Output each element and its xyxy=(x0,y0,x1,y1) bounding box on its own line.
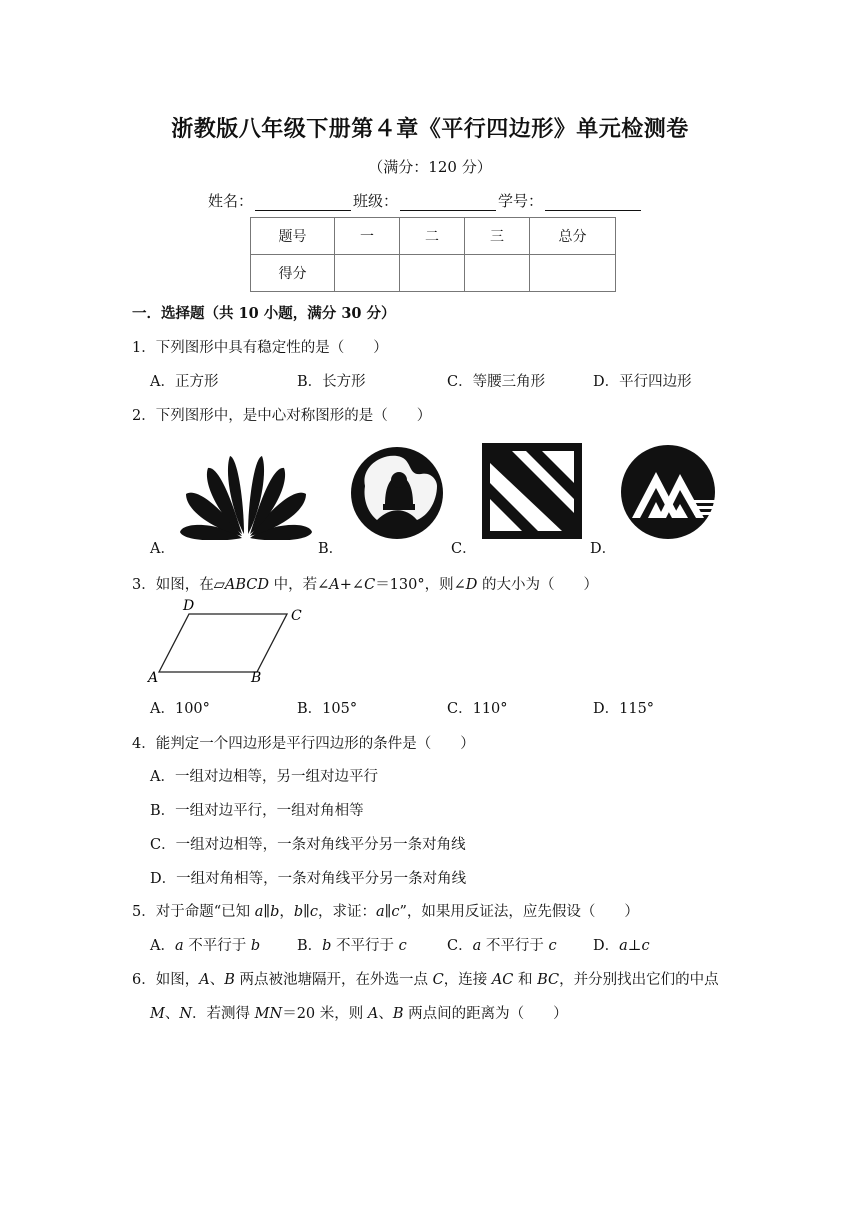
q4-option-b[interactable]: B．一组对边平行，一组对角相等 xyxy=(150,803,364,819)
id-label: 学号： xyxy=(498,192,544,210)
parallelogram-shape xyxy=(159,614,287,672)
class-label: 班级： xyxy=(353,192,399,210)
vertex-label-d: D xyxy=(183,598,195,614)
q5-opt-text: 不平行于 xyxy=(183,938,251,954)
q5-var: a xyxy=(472,938,482,954)
q6-text: ，并分别找出它们的中点 xyxy=(559,972,719,988)
score-header-cell: 总分 xyxy=(530,218,616,255)
q3-stem-text: +∠ xyxy=(339,577,365,593)
q5-var: b∥c xyxy=(293,904,318,920)
q5-var: a∥b xyxy=(254,904,280,920)
q5-option-d[interactable] xyxy=(593,934,650,955)
q6-var: B xyxy=(392,1006,404,1022)
q5-stem-text: ， xyxy=(279,904,294,920)
question-6-line-1 xyxy=(132,968,719,989)
q3-var: D xyxy=(465,577,478,593)
question-6-line-2 xyxy=(150,1002,568,1023)
question-2-stem: 2．下列图形中，是中心对称图形的是（ ） xyxy=(132,408,432,424)
section-heading: 一．选择题（共 10 小题，满分 30 分） xyxy=(132,305,396,322)
score-header-cell: 二 xyxy=(400,218,465,255)
q5-var: c xyxy=(398,938,407,954)
q5-opt-text: B． xyxy=(297,938,323,954)
q5-var: a xyxy=(619,938,628,954)
q5-var: a xyxy=(174,938,184,954)
score-header-cell: 题号 xyxy=(251,218,335,255)
q5-stem-text: ，求证： xyxy=(317,904,376,920)
q5-opt-text: 不平行于 xyxy=(331,938,399,954)
question-5-stem xyxy=(132,900,639,921)
score-header-cell: 三 xyxy=(465,218,530,255)
q2-figure-c-square-logo xyxy=(482,443,582,539)
q6-var: BC xyxy=(537,972,560,988)
q6-text: ．若测得 xyxy=(192,1006,255,1022)
score-table-score-row xyxy=(251,255,616,292)
q2-option-a-label[interactable]: A． xyxy=(150,541,175,557)
vertex-label-b: B xyxy=(251,670,262,686)
q6-text: 、 xyxy=(209,972,225,988)
vertex-label-a: A xyxy=(148,670,159,686)
vertex-label-c: C xyxy=(291,608,302,624)
q3-var: ABCD xyxy=(224,577,270,593)
question-3-stem xyxy=(132,573,598,594)
q5-opt-text: C． xyxy=(447,938,473,954)
q6-text: 、 xyxy=(164,1006,180,1022)
q6-text: ，连接 xyxy=(443,972,492,988)
q2-figure-b-round-logo xyxy=(347,446,447,540)
q5-stem-text: 5．对于命题“已知 xyxy=(132,904,255,920)
q3-option-c[interactable]: C．110° xyxy=(447,701,508,717)
score-table-header-row xyxy=(251,218,616,255)
class-blank[interactable] xyxy=(400,194,496,211)
q6-text: 6．如图， xyxy=(132,972,200,988)
student-info-line xyxy=(208,190,643,211)
name-label: 姓名： xyxy=(208,192,254,210)
q3-var: C xyxy=(364,577,376,593)
q2-figure-a-fan-logo xyxy=(178,442,314,540)
score-cell[interactable] xyxy=(400,255,465,292)
q6-var: MN xyxy=(254,1006,283,1022)
q5-option-c[interactable] xyxy=(447,934,557,955)
q5-var: b xyxy=(322,938,332,954)
q1-option-c[interactable]: C．等腰三角形 xyxy=(447,374,546,390)
q3-stem-text: 的大小为（ ） xyxy=(477,577,599,593)
q5-opt-text: D． xyxy=(593,938,620,954)
q2-option-c-label[interactable]: C． xyxy=(451,541,477,557)
q3-option-d[interactable]: D．115° xyxy=(593,701,655,717)
q6-var: B xyxy=(224,972,235,988)
q2-option-d-label[interactable]: D． xyxy=(590,541,617,557)
q2-option-b-label[interactable]: B． xyxy=(318,541,344,557)
q5-option-a[interactable] xyxy=(150,934,260,955)
q5-var: b xyxy=(250,938,261,954)
q6-var: N xyxy=(179,1006,193,1022)
q6-var: A xyxy=(367,1006,379,1022)
q5-opt-text: ⊥ xyxy=(627,938,642,954)
score-row-label: 得分 xyxy=(251,255,335,292)
id-blank[interactable] xyxy=(545,194,641,211)
q3-option-a[interactable]: A．100° xyxy=(150,701,210,717)
q5-var: c xyxy=(548,938,557,954)
page-subtitle: （满分：120 分） xyxy=(368,158,492,176)
q1-option-b[interactable]: B．长方形 xyxy=(297,374,366,390)
page-title: 浙教版八年级下册第４章《平行四边形》单元检测卷 xyxy=(171,116,689,142)
q6-text: 两点间的距离为（ ） xyxy=(403,1006,568,1022)
q5-option-b[interactable] xyxy=(297,934,407,955)
q5-opt-text: A． xyxy=(150,938,175,954)
q3-stem-text: 中，若∠ xyxy=(269,577,330,593)
q3-stem-text: 3．如图，在▱ xyxy=(132,577,225,593)
q6-text: ＝20 米，则 xyxy=(282,1006,368,1022)
q1-option-a[interactable]: A．正方形 xyxy=(150,374,219,390)
score-cell[interactable] xyxy=(530,255,616,292)
q4-option-c[interactable]: C．一组对边相等，一条对角线平分另一条对角线 xyxy=(150,837,466,853)
q3-option-b[interactable]: B．105° xyxy=(297,701,358,717)
q6-text: 和 xyxy=(513,972,538,988)
name-blank[interactable] xyxy=(255,194,351,211)
question-4-stem: 4．能判定一个四边形是平行四边形的条件是（ ） xyxy=(132,736,475,752)
q5-var: a∥c xyxy=(375,904,400,920)
q5-var: c xyxy=(641,938,650,954)
q3-stem-text: ＝130°，则∠ xyxy=(375,577,466,593)
q4-option-a[interactable]: A．一组对边相等，另一组对边平行 xyxy=(150,769,378,785)
q6-var: M xyxy=(150,1006,165,1022)
q5-opt-text: 不平行于 xyxy=(481,938,549,954)
score-table xyxy=(250,217,616,292)
q4-option-d[interactable]: D．一组对角相等，一条对角线平分另一条对角线 xyxy=(150,871,467,887)
q6-text: 两点被池塘隔开，在外选一点 xyxy=(234,972,433,988)
q6-text: 、 xyxy=(378,1006,393,1022)
q3-parallelogram-figure xyxy=(145,598,315,688)
q3-var: A xyxy=(329,577,340,593)
score-cell[interactable] xyxy=(465,255,530,292)
q6-var: A xyxy=(199,972,210,988)
q2-figure-d-circle-m-logo xyxy=(618,444,720,540)
score-cell[interactable] xyxy=(335,255,400,292)
q1-option-d[interactable]: D．平行四边形 xyxy=(593,374,692,390)
q6-var: C xyxy=(432,972,444,988)
q6-var: AC xyxy=(491,972,514,988)
score-header-cell: 一 xyxy=(335,218,400,255)
question-1-stem: 1．下列图形中具有稳定性的是（ ） xyxy=(132,340,388,356)
q5-stem-text: ”，如果用反证法，应先假设（ ） xyxy=(399,904,639,920)
